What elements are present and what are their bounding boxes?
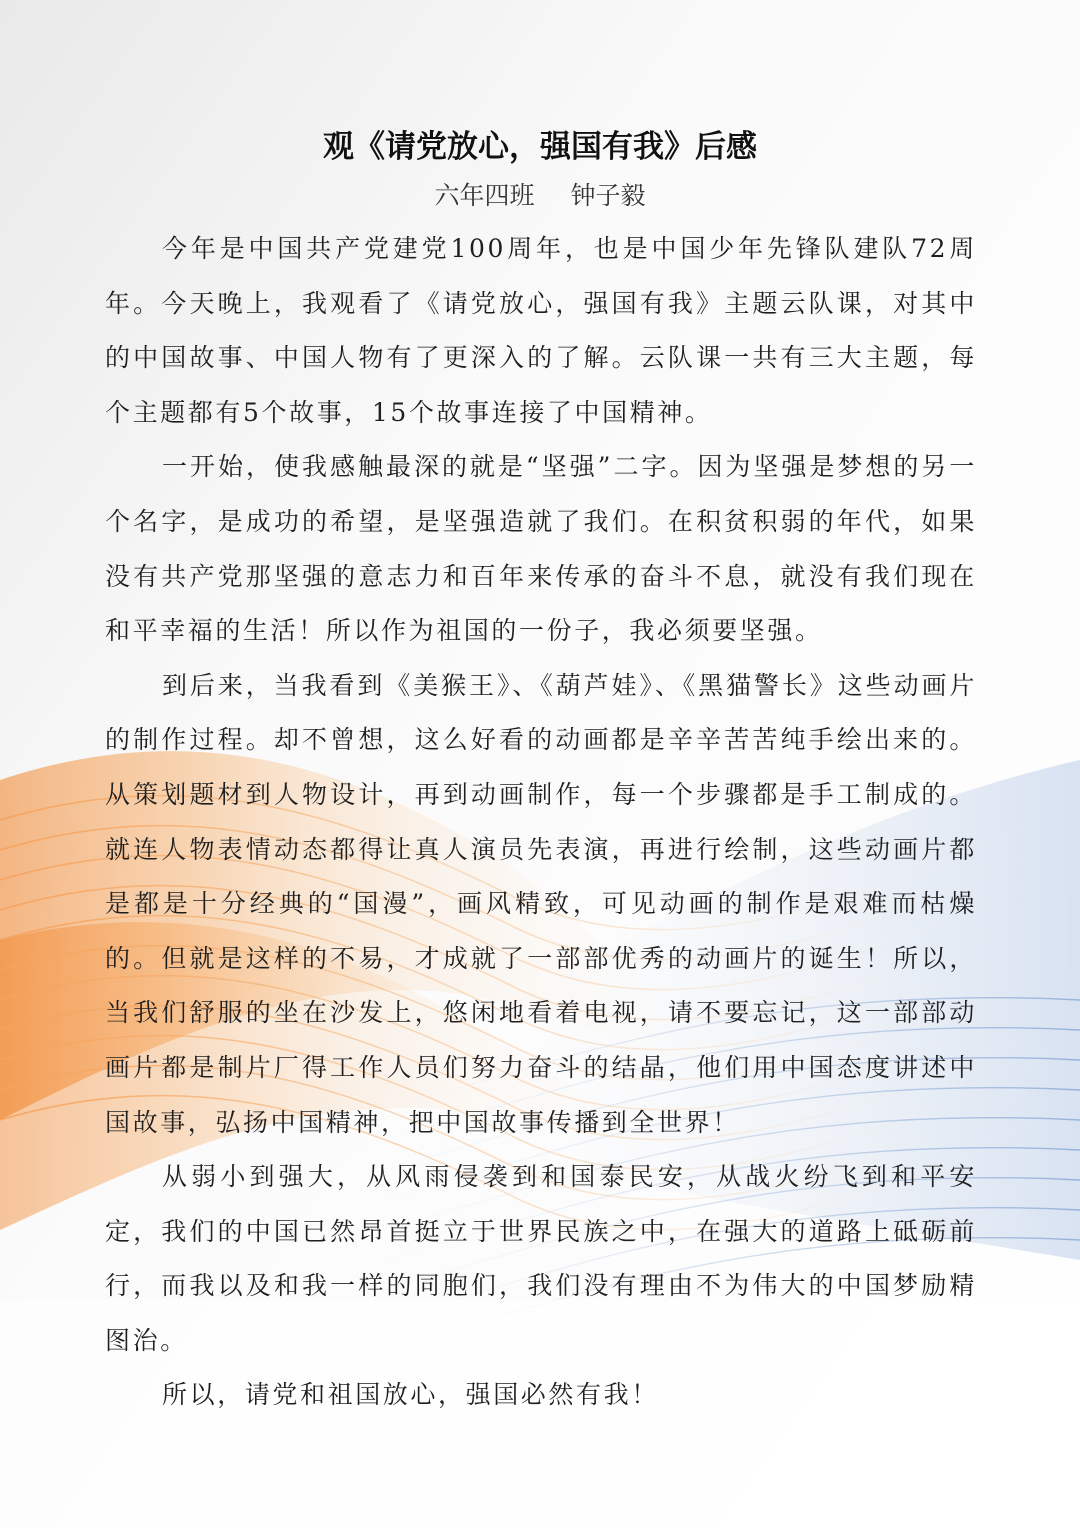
essay-body — [105, 222, 977, 1423]
paragraph: 从弱小到强大，从风雨侵袭到和国泰民安，从战火纷飞到和平安定，我们的中国已然昂首挺立于世界民族之中，在强大的道路上砥砺前行，而我以及和我一样的同胞们，我们没有理由不为伟大的中国梦励精图治。 — [105, 1162, 977, 1355]
paragraph: 所以，请党和祖国放心，强国必然有我！ — [162, 1380, 659, 1410]
essay-title: 观《请党放心，强国有我》后感 — [323, 128, 757, 165]
paragraph: 一开始，使我感触最深的就是“坚强”二字。因为坚强是梦想的另一个名字，是成功的希望，是坚强造就了我们。在积贫积弱的年代，如果没有共产党那坚强的意志力和百年来传承的奋斗不息，就没有我们现在和平幸福的生活！所以作为祖国的一份子，我必须要坚强。 — [105, 452, 977, 646]
author-name: 钟子毅 — [570, 181, 646, 210]
paragraph: 到后来，当我看到《美猴王》、《葫芦娃》、《黑猫警长》这些动画片的制作过程。却不曾想，这么好看的动画都是辛辛苦苦纯手绘出来的。从策划题材到人物设计，再到动画制作，每一个步骤都是手工制成的。就连人物表情动态都得让真人演员先表演，再进行绘制，这些动画片都是都是十分经典的“国漫”，画风精致，可见动画的制作是艰难而枯燥的。但就是这样的不易，才成就了一部部优秀的动画片的诞生！所以，当我们舒服的坐在沙发上，悠闲地看着电视，请不要忘记，这一部部动画片都是制片厂得工作人员们努力奋斗的结晶，他们用中国态度讲述中国故事，弘扬中国精神，把中国故事传播到全世界！ — [105, 670, 977, 1137]
author-class: 六年四班 — [434, 181, 535, 210]
paragraph: 今年是中国共产党建党100周年，也是中国少年先锋队建队72周年。今天晚上，我观看了《请党放心，强国有我》主题云队课，对其中的中国故事、中国人物有了更深入的了解。云队课一共有三大主题，每个主题都有5个故事，15个故事连接了中国精神。 — [105, 234, 977, 427]
author-line — [0, 176, 1080, 216]
